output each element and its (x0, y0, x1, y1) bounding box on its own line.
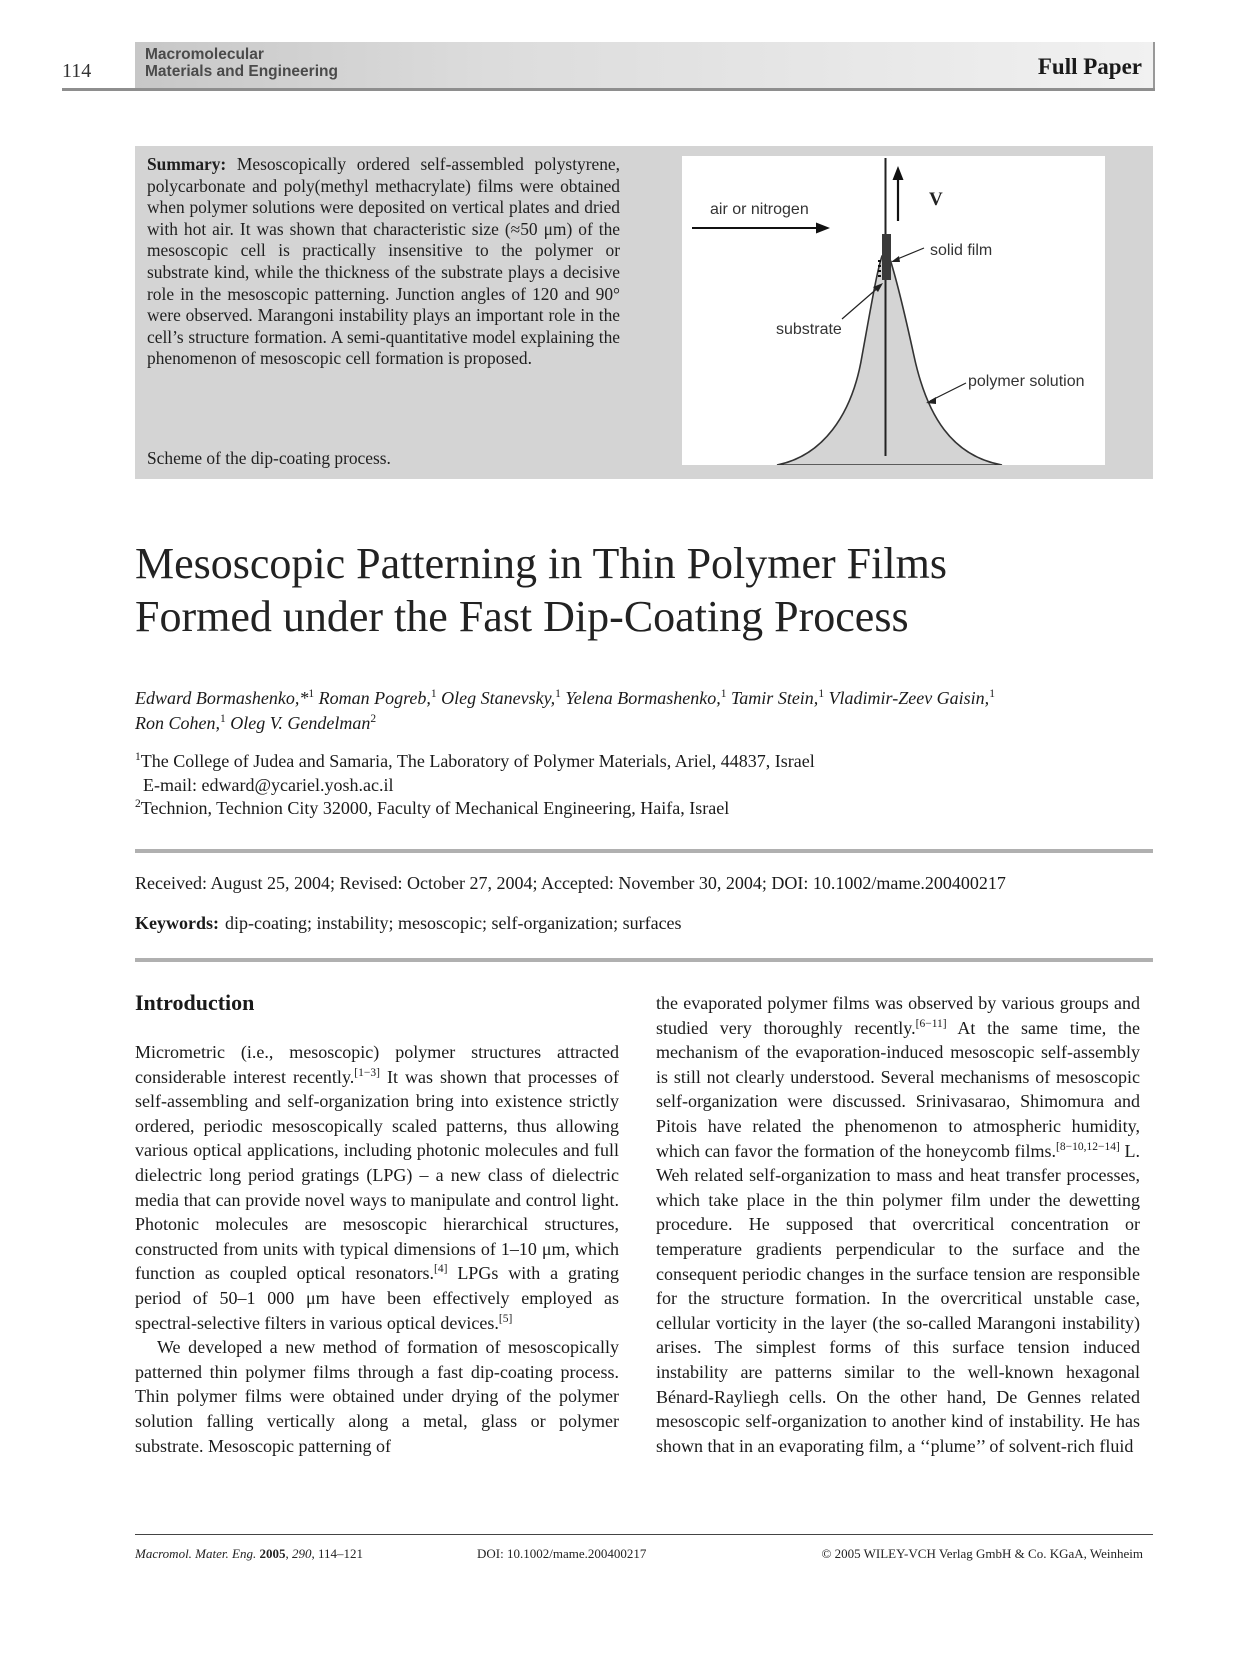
citation-ref[interactable]: [8−10,12−14] (1056, 1140, 1120, 1153)
footer-volume: 290 (291, 1546, 312, 1561)
citation-ref[interactable]: [5] (498, 1312, 513, 1325)
author-affiliation-mark: 1 (989, 688, 995, 700)
footer-rule (135, 1534, 1153, 1535)
intro-paragraph-2: We developed a new method of formation of mesoscopically patterned thin polymer films through a fast dip-coating process. Thin polymer films were obtained under drying of the polymer solution falling vertically along a metal, glass or polymer substrate. Mesoscopic patterning of (135, 1337, 619, 1456)
air-arrow-head (816, 223, 830, 234)
citation-ref[interactable]: [6−11] (915, 1017, 947, 1030)
label-polymer-solution: polymer solution (968, 373, 1085, 390)
author: Ron Cohen, (135, 713, 220, 733)
author: Vladimir-Zeev Gaisin, (828, 688, 990, 708)
citation-ref[interactable]: [1−3] (354, 1066, 380, 1079)
footer-journal: Macromol. Mater. Eng. (135, 1546, 257, 1561)
author-affiliation-mark: 1 (430, 688, 437, 700)
velocity-arrow-head (893, 166, 904, 180)
author-email[interactable]: E-mail: edward@ycariel.yosh.ac.il (143, 774, 394, 795)
page-number: 114 (62, 60, 92, 82)
author: Roman Pogreb, (318, 688, 431, 708)
footer-year: 2005 (259, 1546, 286, 1561)
journal-name-line2: Materials and Engineering (145, 63, 338, 80)
intro-paragraph-3 (656, 991, 1140, 1458)
footer-copyright: © 2005 WILEY-VCH Verlag GmbH & Co. KGaA, Weinheim (821, 1546, 1143, 1561)
author-affiliation-mark: 1 (220, 713, 226, 725)
text-run: the evaporated polymer films was observed by various groups and studied very thoroughly recently. (656, 993, 1140, 1038)
journal-name-line1: Macromolecular (145, 46, 264, 63)
introduction-heading: Introduction (135, 990, 255, 1015)
footer-citation: Macromol. Mater. Eng. 2005, 290, 114–121 (135, 1546, 363, 1561)
affiliation-2-text: Technion, Technion City 32000, Faculty of Mechanical Engineering, Haifa, Israel (140, 798, 730, 818)
text-run: L. Weh related self-organization to mass and heat transfer processes, which take place in the thin polymer film under the dewetting procedure. He supposed that overcritical concentration or temperature gradients perpendicular to the surface and the consequent periodic changes in the surface tension are responsible for the structure formation. In the overcritical unstable case, cellular vorticity in the layer (the so-called Marangoni instability) arises. The simplest forms of this surface tension induced instability are patterns similar to the well-known hexagonal Bénard-Rayliegh cells. On the other hand, De Gennes related mesoscopic self-organization to another kind of instability. He has shown that in an evaporating film, a ‘‘plume’’ of solvent-rich fluid (656, 1140, 1140, 1456)
summary-text (147, 154, 620, 370)
text-run: LPGs with a grating period of 50–1 000 μm have been effectively employed as spectral-selective filters in various optical devices. (135, 1263, 619, 1333)
author-affiliation-mark: 1 (720, 688, 727, 700)
keywords (135, 913, 682, 934)
affiliations (135, 750, 1155, 821)
author-affiliation-mark: 1 (555, 688, 561, 700)
affiliation-1-text: The College of Judea and Samaria, The Laboratory of Polymer Materials, Ariel, 44837, Israel (140, 751, 815, 771)
author: Edward Bormashenko,* (135, 688, 309, 708)
section-label: Full Paper (1037, 54, 1142, 79)
journal-name (145, 46, 338, 80)
affiliation-2 (135, 797, 1155, 821)
solid-film-block (882, 234, 891, 280)
footer-doi[interactable]: DOI: 10.1002/mame.200400217 (477, 1546, 647, 1561)
dip-coating-figure (682, 156, 1105, 465)
author-affiliation-mark: 1 (818, 688, 825, 700)
author-affiliation-mark: 1 (308, 688, 315, 700)
author: Oleg Stanevsky, (441, 688, 556, 708)
polymer-solution-shape (777, 256, 1002, 465)
label-v: V (929, 189, 943, 210)
figure-caption: Scheme of the dip-coating process. (147, 448, 391, 468)
author-affiliation-mark: 2 (370, 713, 377, 725)
dip-coating-diagram (682, 156, 1105, 465)
section-divider (135, 849, 1153, 853)
label-air: air or nitrogen (710, 201, 809, 218)
keywords-label: Keywords: (135, 913, 219, 933)
body-column-right (656, 991, 1140, 1458)
body-column-left (135, 1040, 619, 1458)
summary-label: Summary: (147, 154, 227, 174)
author: Yelena Bormashenko, (565, 688, 721, 708)
section-divider (135, 958, 1153, 962)
text-run: Micrometric (i.e., mesoscopic) polymer structures attracted considerable interest recently. (135, 1042, 619, 1087)
label-substrate: substrate (776, 321, 842, 338)
affiliation-1 (135, 750, 1155, 774)
keywords-text: dip-coating; instability; mesoscopic; self-organization; surfaces (225, 913, 682, 933)
text-run: At the same time, the mechanism of the evaporation-induced mesoscopic self-assembly is still not clearly understood. Several mechanisms of mesoscopic self-organization were discussed. Srinivasarao, Shimomura and Pitois have related the phenomenon to atmospheric humidity, which can favor the formation of the honeycomb films. (656, 1017, 1140, 1161)
citation-ref[interactable]: [4] (434, 1263, 448, 1276)
paper-title (135, 537, 1135, 643)
author: Oleg V. Gendelman (230, 713, 371, 733)
paper-title-line1: Mesoscopic Patterning in Thin Polymer Films (135, 539, 947, 588)
affiliation-mark: 2 (135, 798, 141, 810)
author: Tamir Stein, (730, 688, 819, 708)
text-run: It was shown that processes of self-assembling and self-organization bring into existence strictly ordered, periodic mesoscopically scaled patterns, thus allowing various optical applications, including photonic molecules and full dielectric long period gratings (LPG) – a new class of dielectric media that can provide novel ways to manipulate and control light. Photonic molecules are mesoscopic hierarchical structures, constructed from units with typical dimensions of 1–10 μm, which function as coupled optical resonators. (135, 1066, 619, 1284)
header-rule (62, 88, 1155, 91)
author-list (135, 686, 1155, 736)
paper-title-line2: Formed under the Fast Dip-Coating Process (135, 592, 909, 641)
intro-paragraph-1 (135, 1040, 619, 1335)
footer-pages: , 114–121 (311, 1546, 363, 1561)
summary-body: Mesoscopically ordered self-assembled polystyrene, polycarbonate and poly(methyl methacrylate) films were obtained when polymer solutions were deposited on vertical plates and dried with hot air. It was shown that characteristic size (≈50 μm) of the mesoscopic cell is practically insensitive to the polymer or substrate kind, while the thickness of the substrate plays a decisive role in the mesoscopic patterning. Junction angles of 120 and 90° were observed. Marangoni instability plays an important role in the cell’s structure formation. A semi-quantitative model explaining the phenomenon of mesoscopic cell formation is proposed. (147, 154, 620, 369)
article-dates: Received: August 25, 2004; Revised: October 27, 2004; Accepted: November 30, 2004; DOI: 10.1002/mame.200400217 (135, 873, 1006, 893)
label-solid-film: solid film (930, 242, 993, 259)
affiliation-mark: 1 (135, 751, 141, 763)
